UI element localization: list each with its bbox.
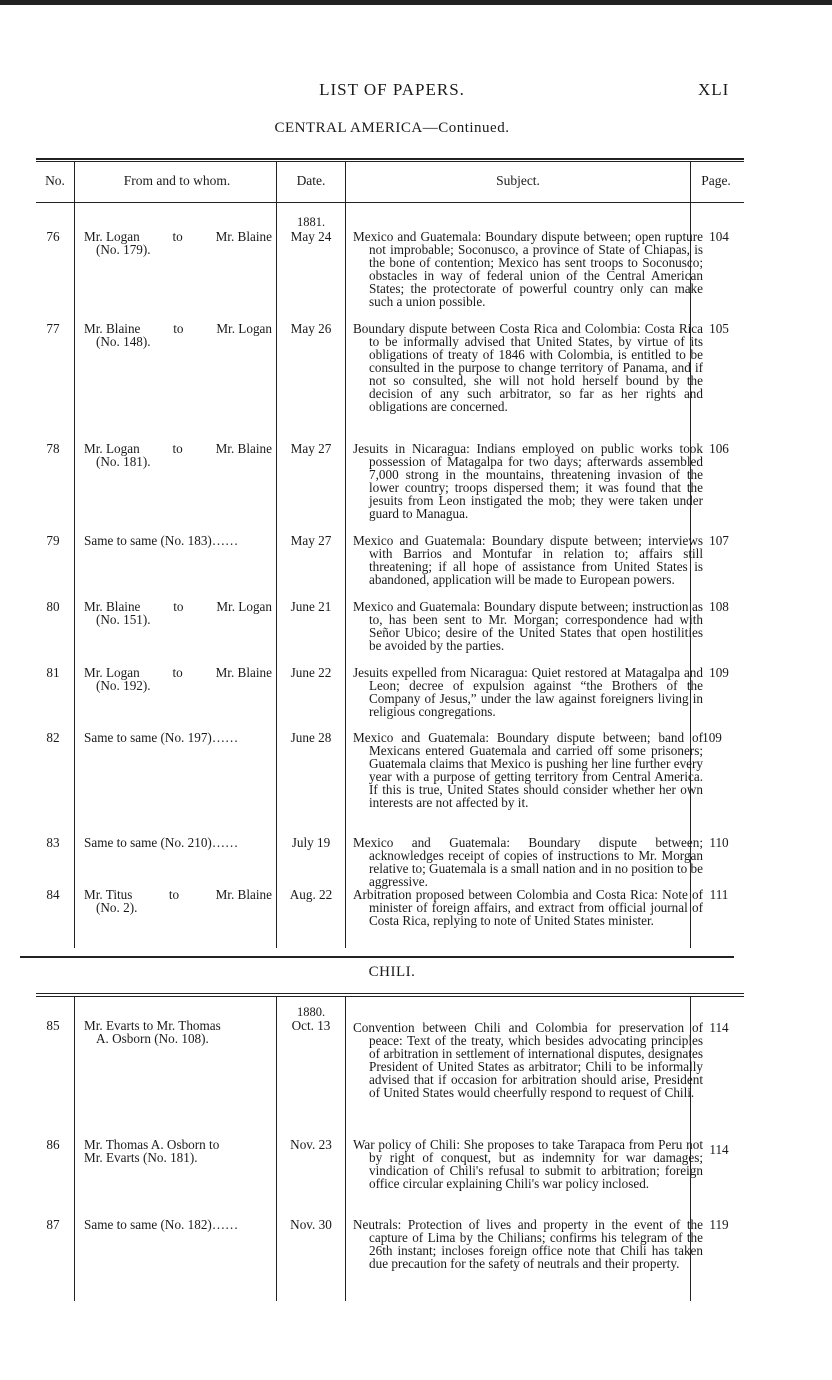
col-header-subject: Subject. [496,173,540,188]
column-divider [276,996,277,1301]
correspondents: Mr. Blaine to Mr. Logan (No. 151). [84,599,272,627]
entry-subject: Boundary dispute between Costa Rica and Colombia: Costa Rica to be informally advised that United States, by virtue of its obligations of treaty of 1846 with Colombia, is entitled to be consulted in the purpose to change territory of Panama, and if not so consulted, she will not hold herself bound by the decision of any such arbitrator, so far as her rights and obligations are concerned. [353,321,703,414]
entry-number: 78 [46,441,60,456]
table-top-rule-inner [36,161,744,162]
correspondents: Mr. Logan to Mr. Blaine (No. 192). [84,665,272,693]
table-top-rule-inner [36,996,744,997]
entry-page: 119 [709,1217,729,1232]
column-divider [74,996,75,1301]
entry-date: May 27 [290,441,332,456]
entry-number: 86 [46,1137,60,1152]
entry-date: Nov. 30 [290,1217,332,1232]
correspondents: Mr. Thomas A. Osborn to Mr. Evarts (No. 181). [84,1137,220,1165]
correspondents: Mr. Blaine to Mr. Logan (No. 148). [84,321,272,349]
entry-date: May 27 [290,533,332,548]
correspondents: Mr. Evarts to Mr. Thomas A. Osborn (No. 108). [84,1018,221,1046]
top-rule [0,0,832,5]
entry-page: 105 [709,321,729,336]
entry-subject: Mexico and Guatemala: Boundary dispute between; band of Mexicans entered Guatemala and carried off some prisoners; Guatemala claims that Mexico is pushing her line further every year with a purpose of getting territory from Central America. If this is true, United States should consider whether her own interests are not affected by it. [353,730,703,810]
entry-number: 77 [46,321,60,336]
entry-subject: Arbitration proposed between Colombia and Costa Rica: Note of minister of foreign affairs, and extract from official journal of Costa Rica, replying to note of United States minister. [353,887,703,928]
table-top-rule [36,993,744,994]
entry-number: 80 [46,599,60,614]
entry-number: 79 [46,533,60,548]
correspondents: Same to same (No. 182)…… [84,1217,239,1232]
column-divider [345,996,346,1301]
entry-date: June 22 [290,665,332,680]
table-top-rule [36,158,744,160]
entry-date: May 24 [290,229,332,244]
entry-page: 110 [709,835,729,850]
correspondents: Mr. Logan to Mr. Blaine (No. 181). [84,441,272,469]
column-divider [276,161,277,948]
entry-subject: War policy of Chili: She proposes to take Tarapaca from Peru not by right of conquest, but as indemnity for war damages; vindication of Chili's refusal to submit to arbitration; foreign office circular explaining Chili's war policy inclosed. [353,1137,703,1191]
entry-subject: Mexico and Guatemala: Boundary dispute between; instruction as to, has been sent to Mr. Morgan; correspondence had with Señor Ubico; desire of the United States that open hostilities be avoided by the parties. [353,599,703,653]
entry-number: 85 [46,1018,60,1033]
col-header-from: From and to whom. [123,173,231,188]
column-divider [74,161,75,948]
col-header-no: No. [45,173,65,188]
correspondents: Same to same (No. 197)…… [84,730,239,745]
entry-date: Oct. 13 [291,1018,331,1033]
section-title-chili: CHILI. [368,964,416,980]
entry-subject: Jesuits in Nicaragua: Indians employed on public works took possession of Matagalpa for two days; afterwards assembled 7,000 strong in the mountains, threatening invasion of the lower country; troops dispersed them; it was found that the jesuits from Leon instigated the mob; they were taken under guard to Managua. [353,441,703,521]
entry-page: 109 [709,665,729,680]
entry-number: 83 [46,835,60,850]
entry-subject: Mexico and Guatemala: Boundary dispute between; open rupture not improbable; Soconusco, a province of State of Chiapas, is the bone of contention; Mexico has sent troops to Soconusco; obstacles in way of federal union of the Central American States; the protectorate of powerful country only can make such a union possible. [353,229,703,309]
col-header-page: Page. [701,173,731,188]
correspondents: Same to same (No. 210)…… [84,835,239,850]
entry-date: June 28 [290,730,332,745]
entry-number: 81 [46,665,60,680]
entry-page: 111 [709,887,729,902]
col-header-date: Date. [296,173,326,188]
section-divider-rule [20,956,734,958]
correspondents: Mr. Titus to Mr. Blaine (No. 2). [84,887,272,915]
entry-number: 76 [46,229,60,244]
entry-subject: Convention between Chili and Colombia for preservation of peace: Text of the treaty, which besides advocating principles of arbitration in settlement of international disputes, designates President of United States as arbitrator; Chili to be informally advised that if occasion for arbitration should arise, President of United States would cheerfully respond to request of Chili. [353,1020,703,1100]
entry-page: 109 [702,730,722,745]
entry-date: July 19 [291,835,331,850]
entry-page: 114 [709,1142,729,1157]
header-bottom-rule [36,202,744,203]
entry-subject: Neutrals: Protection of lives and property in the event of the capture of Lima by the Chilians; confirms his telegram of the 26th instant; incloses foreign office note that Chili has taken due precaution for the safety of neutrals and their property. [353,1217,703,1271]
year-label: 1881. [296,215,326,229]
column-divider [345,161,346,948]
entry-number: 87 [46,1217,60,1232]
year-label: 1880. [296,1005,326,1019]
entry-date: May 26 [290,321,332,336]
running-title: LIST OF PAPERS. [319,80,465,99]
entry-date: Nov. 23 [290,1137,332,1152]
correspondents: Mr. Logan to Mr. Blaine (No. 179). [84,229,272,257]
entry-number: 84 [46,887,60,902]
section-title-central-america: CENTRAL AMERICA—Continued. [274,120,510,136]
entry-subject: Mexico and Guatemala: Boundary dispute between; interviews with Barrios and Montufar in relation to; affairs still threatening; if all hope of assistance from United States is abandoned, application will be made to European powers. [353,533,703,587]
entry-page: 106 [709,441,729,456]
entry-page: 108 [709,599,729,614]
entry-page: 107 [709,533,729,548]
page-number: XLI [698,80,730,99]
entry-number: 82 [46,730,60,745]
entry-subject: Mexico and Guatemala: Boundary dispute between; acknowledges receipt of copies of instructions to Mr. Morgan relative to; Guatemala is a small nation and in no position to be aggressive. [353,835,704,889]
entry-page: 114 [709,1020,729,1035]
entry-date: June 21 [290,599,332,614]
correspondents: Same to same (No. 183)…… [84,533,239,548]
entry-page: 104 [709,229,729,244]
entry-date: Aug. 22 [289,887,333,902]
entry-subject: Jesuits expelled from Nicaragua: Quiet restored at Matagalpa and Leon; decree of expulsion against “the Brothers of the Company of Jesus,” under the law against foreigners living in religious congregations. [353,665,703,719]
